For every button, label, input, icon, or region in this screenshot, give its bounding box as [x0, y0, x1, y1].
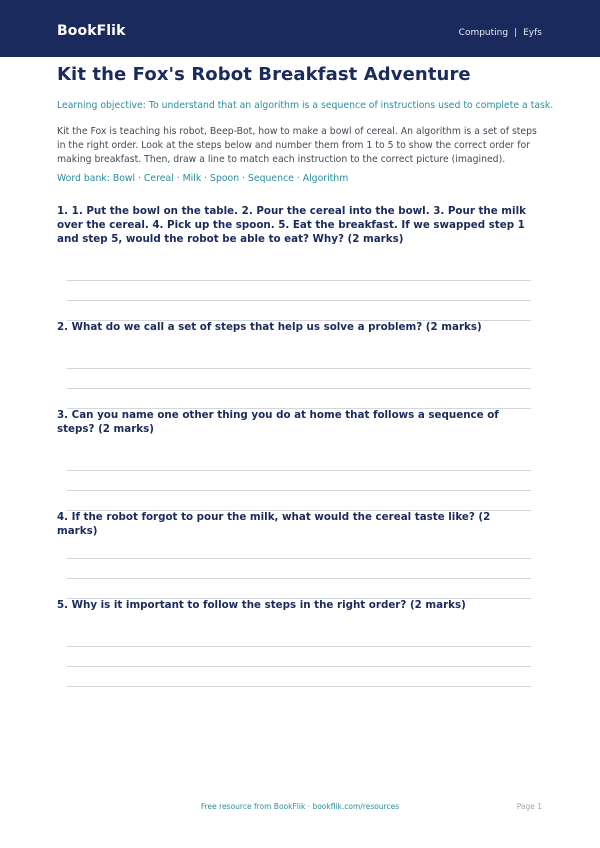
answer-line[interactable]	[67, 300, 531, 301]
answer-line[interactable]	[67, 558, 531, 559]
learning-objective: Learning objective: To understand that an algorithm is a sequence of instructions used to complete a task.	[57, 100, 554, 111]
question-1: 1. 1. Put the bowl on the table. 2. Pour the cereal into the bowl. 3. Pour the milk over the cereal. 4. Pick up the spoon. 5. Eat the breakfast. If we swapped step 1 and step 5, would the robot be able to eat? Why? (2 marks)	[57, 205, 526, 245]
word-bank: Word bank: Bowl · Cereal · Milk · Spoon · Sequence · Algorithm	[57, 173, 349, 184]
page-number: Page 1	[516, 802, 542, 811]
header-bar	[0, 0, 600, 57]
answer-line[interactable]	[67, 470, 531, 471]
meta-separator: |	[514, 28, 518, 38]
subject-label: Computing	[458, 28, 509, 38]
subject-stage	[459, 28, 542, 38]
question-2: 2. What do we call a set of steps that help us solve a problem? (2 marks)	[57, 321, 482, 333]
question-5: 5. Why is it important to follow the steps in the right order? (2 marks)	[57, 599, 466, 611]
answer-line[interactable]	[67, 646, 531, 647]
answer-line[interactable]	[67, 490, 531, 491]
answer-line[interactable]	[67, 280, 531, 281]
answer-line[interactable]	[67, 686, 531, 687]
question-4: 4. If the robot forgot to pour the milk, what would the cereal taste like? (2 marks)	[57, 511, 491, 537]
brand-logo[interactable]: BookFlik	[57, 23, 126, 39]
intro-paragraph: Kit the Fox is teaching his robot, Beep-Bot, how to make a bowl of cereal. An algorithm is a set of steps in the right order. Look at the steps below and number them from 1 to 5 to show the correct order for making breakfast. Then, draw a line to match each instruction to the correct picture (imagined).	[57, 126, 537, 165]
answer-line[interactable]	[67, 388, 531, 389]
question-3: 3. Can you name one other thing you do at home that follows a sequence of steps? (2 marks)	[57, 409, 499, 435]
answer-line[interactable]	[67, 578, 531, 579]
answer-line[interactable]	[67, 666, 531, 667]
page-title: Kit the Fox's Robot Breakfast Adventure	[57, 64, 471, 85]
footer-credit[interactable]: Free resource from BookFlik · bookflik.com/resources	[200, 802, 400, 811]
stage-label: Eyfs	[523, 28, 542, 38]
answer-line[interactable]	[67, 368, 531, 369]
